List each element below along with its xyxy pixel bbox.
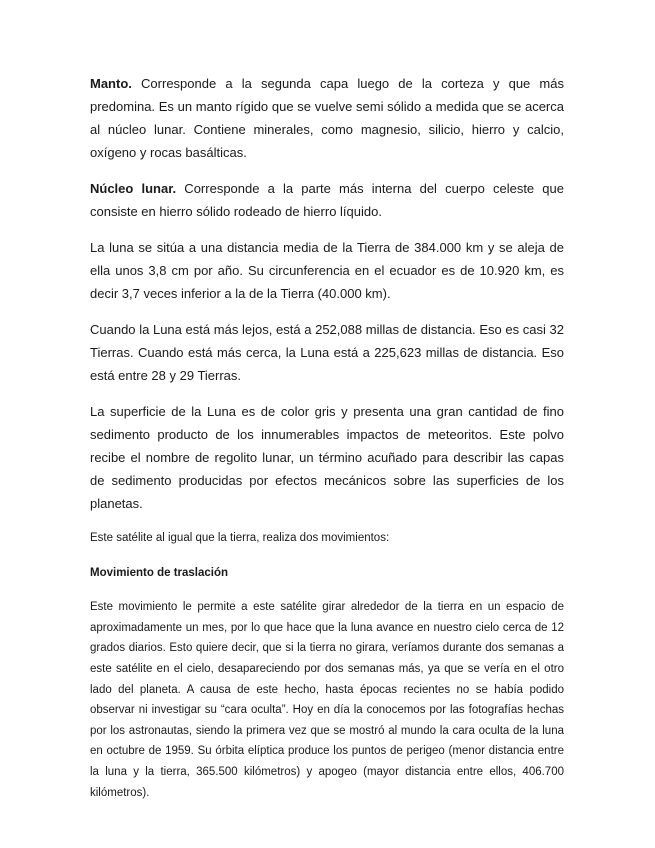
paragraph-distancia: La luna se sitúa a una distancia media de la Tierra de 384.000 km y se aleja de ella unos 3,8 cm por año. Su circunferencia en el ecuador es de 10.920 km, es decir 3,7 veces inferior a la de la Tierra (40.000 km). [90,240,564,301]
paragraph-superficie: La superficie de la Luna es de color gris y presenta una gran cantidad de fino sedimento producto de los innumerables impactos de meteoritos. Este polvo recibe el nombre de regolito lunar, un término acuñado para describir las capas de sedimento producidas por efectos mecánicos sobre las superficies de los planetas. [90,404,564,511]
term-manto: Manto. [90,76,132,91]
paragraph-movimientos-intro: Este satélite al igual que la tierra, realiza dos movimientos: [90,532,390,544]
paragraph-traslacion: Este movimiento le permite a este satélite girar alrededor de la tierra en un espacio de aproximadamente un mes, por lo que hace que la luna avance en nuestro cielo cerca de 12 grados diarios. Esto quiere decir, que si la tierra no girara, veríamos durante dos semanas a este satélite en el cielo, desapareciendo por dos semanas más, ya que se vería en el otro lado del planeta. A causa de este hecho, hasta épocas recientes no se había podido observar ni investigar su “cara oculta”. Hoy en día la conocemos por las fotografías hechas por los astronautas, siendo la primera vez que se mostró al mundo la cara oculta de la luna en octubre de 1959. Su órbita elíptica produce los puntos de perigeo (menor distancia entre la luna y la tierra, 365.500 kilómetros) y apogeo (mayor distancia entre ellos, 406.700 kilómetros). [90,601,564,799]
paragraph-lejos: Cuando la Luna está más lejos, está a 252,088 millas de distancia. Eso es casi 32 Tierras. Cuando está más cerca, la Luna está a 225,623 millas de distancia. Eso está entre 28 y 29 Tierras. [90,322,564,383]
heading-traslacion: Movimiento de traslación [90,566,229,579]
text-manto: Corresponde a la segunda capa luego de la corteza y que más predomina. Es un manto rígido que se vuelve semi sólido a medida que se acerca al núcleo lunar. Contiene minerales, como magnesio, silicio, hierro y calcio, oxígeno y rocas basálticas. [90,76,564,160]
paragraph-nucleo [90,177,564,223]
document-body [90,72,564,803]
text-nucleo: Corresponde a la parte más interna del cuerpo celeste que consiste en hierro sólido rodeado de hierro líquido. [90,181,564,219]
paragraph-manto [90,72,564,164]
term-nucleo: Núcleo lunar. [90,181,177,196]
